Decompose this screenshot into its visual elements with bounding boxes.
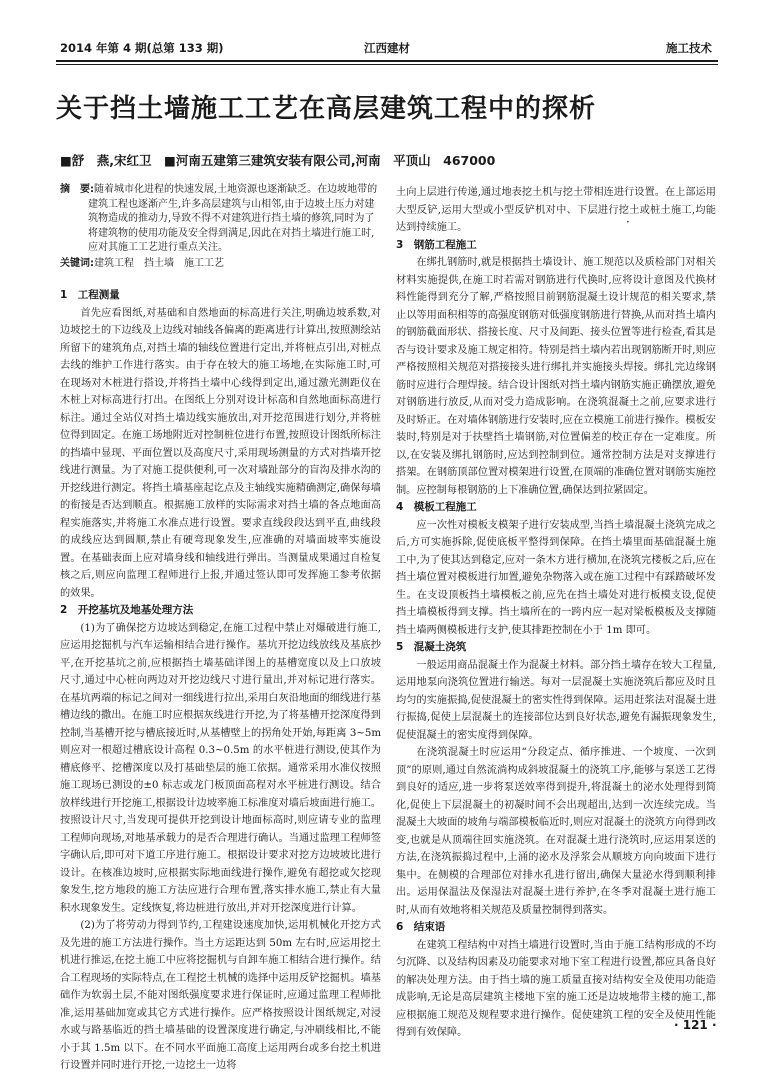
abstract-paragraph	[60, 183, 382, 256]
body-paragraph: 在绑扎钢筋时,就是根据挡土墙设计、施工规范以及质检部门对相关材料实施提供,在施工时若需对钢筋进行代换时,应将设计意图及代换材料性能得到充分了解,严格按照目前钢筋混凝土设计规范的相关要求,禁止以等用面积相等的高强度钢筋对低强度钢筋进行替换,从而对挡土墙内的钢筋截面形状、搭接长度、尺寸及间距、接头位置等进行检查,看其是否与设计要求及施工规定相符。特别是挡土墙内若出现钢筋断开时,则应严格按照相关规范对搭接接头进行绑扎并实施接头焊接。绑扎完边缘钢筋时应进行合理焊接。结合设计图纸对挡土墙内钢筋实施正确摆放,避免对钢筋进行放反,从而对受力造成影响。在浇筑混凝土之前,应要求进行及时矫正。在对墙体钢筋进行安装时,应在立模施工前进行操作。模板安装时,特别是对于扶壁挡土墙钢筋,对位置偏差的校正存在一定难度。所以,在安装及绑扎钢筋时,应达到控制到位。通常控制方法是对支撑进行搭架。在钢筋顶部位置对模架进行设置,在顶端的准确位置对钢筋实施控制。应控制每根钢筋的上下准确位置,确保达到拉紧固定。	[396, 257, 716, 496]
abstract-label: 摘 要:	[60, 184, 94, 195]
abstract-text: 随着城市化进程的快速发展,土地资源也逐渐缺乏。在边坡地带的建筑工程也逐渐产生,许多高层建筑与山相邻,由于边坡土压力对建筑物造成的推动力,导致不得不对建筑进行挡土墙的修筑,同时为了将建筑物的使用功能及安全得到满足,因此在对挡土墙进行施工时,应对其施工工艺进行重点关注。	[88, 184, 378, 253]
section-heading: 2 开挖基坑及地基处理方法	[60, 604, 194, 616]
section-heading: 1 工程测量	[60, 289, 120, 301]
page-number: · 121 ·	[674, 1018, 717, 1032]
column-name: 施工技术	[666, 41, 712, 55]
body-paragraph: 应一次性对模板支模架子进行安装成型,当挡土墙混凝土浇筑完成之后,方可实施拆除,促使底板平整得到保障。在挡土墙里面基础混凝土施工中,为了使其达到稳定,应对一条木方进行横加,在浇筑完楼板之后,应在挡土墙位置对模板进行加置,避免杂物落入或在施工过程中有踩踏破坏发生。在支设顶板挡土墙模板之前,应先在挡土墙处对进行板模支设,促使挡土墙模板得到支撑。挡土墙所在的一跨内应一起对梁板模板及支撑随挡土墙两侧模板进行支护,使其排距控制在小于 1m 即可。	[396, 519, 716, 636]
body-paragraph: 土向上层进行传递,通过地表挖土机与挖土带相连进行设置。在上部运用大型反铲,运用大型或小型反铲机对中、下层进行挖土或桩土施工,均能达到持续施工。	[396, 187, 716, 233]
author-byline: ■舒 燕,宋红卫 ■河南五建第三建筑安装有限公司,河南 平顶山 467000	[60, 153, 496, 168]
body-paragraph: 在浇筑混凝土时应运用“分段定点、循序推进、一个坡度、一次到顶”的原则,通过自然流淌构成斜坡混凝土的浇筑工序,能够与泵送工艺得到良好的适应,进一步将泵送效率得到提升,将混凝土的泌水处理得到简化,促使上下层混凝土的初凝时间不会出现超出,达到一次连续完成。当混凝土大坡面的坡角与端部模板临近时,则应对混凝土的浇筑方向得到改变,也就是从顶端往回实施浇筑。在对混凝土进行浇筑时,应运用泵送的方法,在浇筑振捣过程中,上涌的泌水及浮浆会从顺坡方向向坡面下进行集中。在侧模的合理部位对排水孔进行留出,确保大量泌水得到顺利排出。运用保温法及保湿法对混凝土进行养护,在冬季对混凝土进行施工时,从而有效地将相关规范及质量控制得到落实。	[396, 747, 716, 916]
running-head	[56, 40, 718, 58]
article-title: 关于挡土墙施工工艺在高层建筑工程中的探析	[56, 94, 597, 124]
right-column	[396, 184, 716, 1042]
abstract-block	[60, 183, 382, 272]
body-paragraph: (1)为了确保挖方边坡达到稳定,在施工过程中禁止对爆破进行施工,应运用挖掘机与汽车运输相结合进行操作。基坑开挖边线放线及基底抄平,在开挖基坑之前,应根据挡土墙基础详图上的基槽宽度以及上口放坡尺寸,通过中心桩向两边对开挖边线尺寸进行量出,并对标记进行落实。在基坑两端的标记之间对一细线进行拉出,采用白灰沿地面的细线进行基槽边线的撒出。在施工时应根据灰线进行开挖,为了将基槽开挖深度得到控制,当基槽开挖与槽底接近时,从基槽壁上的拐角处开始,每距离 3~5m 则应对一根超过槽底设计高程 0.3~0.5m 的水平桩进行测设,使其作为槽底修平、挖槽深度以及打基础垫层的施工依据。通常采用水准仪按照施工现场已测设的±0 标志或龙门板顶面高程对水平桩进行测设。结合放样线进行开挖施工,根据设计边坡率施工标准度对墙后坡面进行施工。按照设计尺寸,当发现可提供开挖到设计地面标高时,则应请专业的监理工程师向现场,对地基承载力的是否合理进行确认。当通过监理工程师签字确认后,即可对下道工序进行施工。根据设计要求对挖方边坡坡比进行设计。在核准边坡时,应根据实际地面线进行操作,避免有超挖或欠挖现象发生,挖方地段的施工方法应进行合理布置,落实排水施工,禁止有大量积水现象发生。定线恢复,将边桩进行放出,并对开挖深度进行计算。	[60, 622, 381, 914]
body-paragraph: (2)为了将劳动力得到节约,工程建设速度加快,运用机械化开挖方式及先进的施工方法进行操作。当土方运距达到 50m 左右时,应运用挖土机进行推运,在挖土施工中应将挖掘机与自卸车施工相结合进行操作。结合工程现场的实际特点,在工程挖土机械的选择中运用反铲挖掘机。墙基础作为软弱土层,不能对图纸强度要求进行保证时,应通过监理工程师批准,运用基础加宽或其它方式进行操作。应严格按照设计图纸规定,对浸水或与路基临近的挡土墙基础的设置深度进行确定,与冲刷线相比,不能小于其 1.5m 以下。在不同水平面施工高度上运用两台或多台挖土机进行设置并同时进行开挖,一边挖土一边将	[60, 920, 381, 1071]
section-heading: 3 钢筋工程施工	[396, 238, 477, 251]
body-paragraph: 在建筑工程结构中对挡土墙进行设置时,当由于施工结构形成的不均匀沉降、以及结构因素及功能要求对地下室工程进行设置,都应具备良好的解决处理方法。由于挡土墙的施工质量直接对结构安全及使用功能造成影响,无论是高层建筑主楼地下室的施工还是边坡地带主楼的施工,都应根据施工规范及规程要求进行操作。促使建筑工程的安全及使用性能得到有效保障。	[396, 939, 716, 1038]
header-rule-thin	[56, 64, 718, 65]
keywords-text: 建筑工程 挡土墙 施工工艺	[94, 257, 224, 269]
body-paragraph: 一般运用商品混凝土作为混凝土材料。部分挡土墙存在较大工程量,运用地泵向浇筑位置进行输送。每对一层混凝土实施浇筑后都应及时且均匀的实施振捣,促使混凝土的密实性得到保障。运用赶浆法对混凝土进行振捣,促使上层混凝土的连接部位达到良好状态,避免有漏振现象发生,促使混凝土的密实度得到保障。	[396, 659, 716, 741]
header-rule-thick	[56, 60, 718, 62]
issue-info: 2014 年第 4 期(总第 133 期)	[60, 41, 224, 55]
section-heading: 4 模板工程施工	[396, 501, 477, 513]
left-column	[60, 287, 381, 1075]
body-paragraph: 首先应看图纸,对基础和自然地面的标高进行关注,明确边坡系数,对边坡挖土的下边线及上边线对轴线各偏离的距离进行计算出,按照测绘站所留下的建筑角点,对挡土墙的轴线位置进行定出,并将桩点引出,对桩点去线的维护工作进行落实。由于存在较大的施工场地,在实际施工时,可在现场对木桩进行搭设,并将挡土墙中心线得到定出,通过激光测距仪在木桩上对标高进行打出。在图纸上分别对设计标高和自然地面标高进行标注。通过全站仪对挡土墙边线实施放出,对开挖范围进行划分,并将桩位得到固定。在施工场地附近对控制桩位进行布置,按照设计图纸所标注的挡墙中显现、平面位置以及高度尺寸,采用现场测量的方式对挡墙开挖线进行测量。为了对施工提供便利,可一次对墙趾部分的盲沟及排水沟的开挖线进行测定。将挡土墙基座起讫点及主轴线实施精确测定,确保每墙的衔接是否达到顺直。根据施工放样的实际需求对挡土墙的各点地面高程实施落实,并将施工水准点进行设置。要求直线段段达到平直,曲线段的成线应达到圆顺,禁止有硬弯现象发生,应准确的对墙面坡率实施设置。在基础表面上应对墙身线和轴线进行弹出。当测量成果通过自检复核之后,则应向监理工程师进行上报,并通过签认即可发挥施工参考依据的效果。	[60, 307, 381, 599]
keywords-line	[60, 257, 382, 272]
section-heading: 5 混凝土浇筑	[396, 641, 467, 653]
journal-name: 江西建材	[364, 41, 410, 55]
keywords-label: 关键词:	[60, 257, 94, 269]
section-heading: 6 结束语	[396, 921, 446, 933]
stray-dot-mark: ·	[626, 215, 630, 229]
